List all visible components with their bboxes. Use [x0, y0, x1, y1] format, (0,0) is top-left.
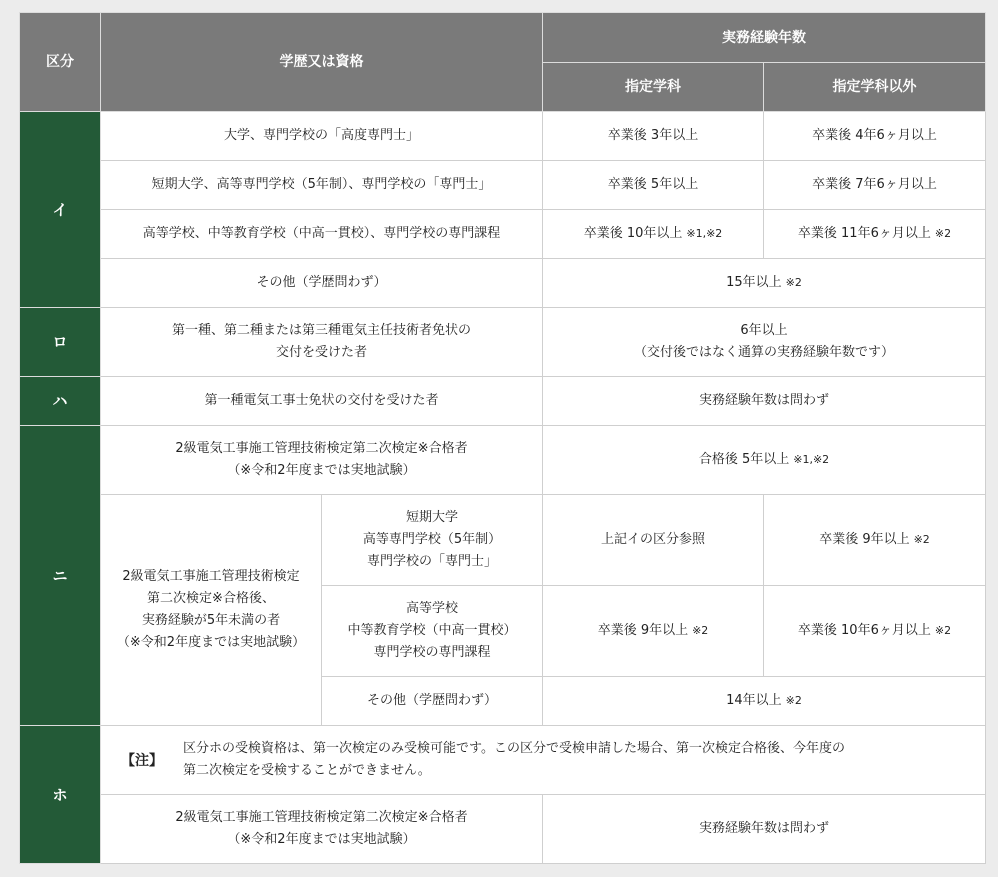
education-cell: 短期大学、高等専門学校（5年制）、専門学校の「専門士」	[101, 161, 543, 210]
education-cell: 第一種、第二種または第三種電気主任技術者免状の 交付を受けた者	[101, 308, 543, 377]
designated-value: 卒業後 10年以上	[583, 226, 683, 241]
header-experience-years: 実務経験年数	[543, 13, 986, 63]
table-row	[20, 112, 986, 161]
table-row	[20, 161, 986, 210]
note-text: 区分ホの受検資格は、第一次検定のみ受検可能です。この区分で受検申請した場合、第一次検定合格後、今年度の 第二次検定を受検することができません。	[183, 741, 845, 778]
header-category: 区分	[20, 13, 101, 112]
non-designated-value: 卒業後 7年6ヶ月以上	[812, 177, 937, 192]
table-row	[20, 308, 986, 377]
footnote-mark: ※2	[913, 533, 930, 546]
header-non-designated: 指定学科以外	[764, 63, 986, 112]
header-education: 学歴又は資格	[101, 13, 543, 112]
table-row	[20, 426, 986, 495]
table-row	[20, 726, 986, 795]
experience-value: 合格後 5年以上	[698, 452, 790, 467]
non-designated-value: 卒業後 11年6ヶ月以上	[797, 226, 931, 241]
education-sub-cell: 高等学校 中等教育学校（中高一貫校） 専門学校の専門課程	[322, 586, 543, 677]
experience-cell: 実務経験年数は問わず	[543, 795, 986, 864]
category-ni: ニ	[20, 426, 101, 726]
designated-value: 卒業後 5年以上	[607, 177, 699, 192]
education-cell: 大学、専門学校の「高度専門士」	[101, 112, 543, 161]
non-designated-cell	[764, 586, 986, 677]
qualification-table	[19, 12, 986, 864]
experience-cell	[543, 677, 986, 726]
experience-cell: 実務経験年数は問わず	[543, 377, 986, 426]
footnote-mark: ※1,※2	[686, 227, 723, 240]
non-designated-value: 卒業後 4年6ヶ月以上	[812, 128, 937, 143]
note-tag: 【注】	[121, 753, 163, 769]
footnote-mark: ※2	[692, 624, 709, 637]
category-ha: ハ	[20, 377, 101, 426]
footnote-mark: ※2	[934, 624, 952, 637]
table-row	[20, 210, 986, 259]
non-designated-cell	[764, 112, 986, 161]
footnote-mark: ※1,※2	[793, 453, 830, 466]
designated-cell	[543, 210, 764, 259]
footnote-mark: ※2	[934, 227, 952, 240]
table-row	[20, 495, 986, 586]
designated-cell	[543, 586, 764, 677]
education-sub-cell: 短期大学 高等専門学校（5年制） 専門学校の「専門士」	[322, 495, 543, 586]
experience-cell	[543, 426, 986, 495]
non-designated-cell	[764, 495, 986, 586]
designated-cell	[543, 161, 764, 210]
note-cell	[101, 726, 986, 795]
education-cell: 第一種電気工事士免状の交付を受けた者	[101, 377, 543, 426]
designated-cell	[543, 112, 764, 161]
footnote-mark: ※2	[785, 694, 802, 707]
education-group-cell: 2級電気工事施工管理技術検定 第二次検定※合格後、 実務経験が5年未満の者 （※令和2年度までは実地試験）	[101, 495, 322, 726]
education-cell: その他（学歴問わず）	[101, 259, 543, 308]
footnote-mark: ※2	[785, 276, 802, 289]
experience-value: 15年以上	[726, 275, 782, 290]
designated-cell	[543, 495, 764, 586]
designated-value: 卒業後 9年以上	[597, 623, 689, 638]
header-row-1	[20, 13, 986, 63]
table-row	[20, 377, 986, 426]
designated-value: 卒業後 3年以上	[607, 128, 699, 143]
category-ro: ロ	[20, 308, 101, 377]
table-row	[20, 259, 986, 308]
experience-cell	[543, 259, 986, 308]
non-designated-value: 卒業後 9年以上	[819, 532, 910, 547]
education-cell: 2級電気工事施工管理技術検定第二次検定※合格者 （※令和2年度までは実地試験）	[101, 426, 543, 495]
non-designated-cell	[764, 210, 986, 259]
qualification-table-container	[19, 12, 986, 864]
experience-value: 14年以上	[726, 693, 782, 708]
category-i: イ	[20, 112, 101, 308]
designated-value: 上記イの区分参照	[600, 532, 705, 547]
non-designated-value: 卒業後 10年6ヶ月以上	[797, 623, 931, 638]
education-cell: 2級電気工事施工管理技術検定第二次検定※合格者 （※令和2年度までは実地試験）	[101, 795, 543, 864]
education-sub-cell: その他（学歴問わず）	[322, 677, 543, 726]
experience-cell: 6年以上 （交付後ではなく通算の実務経験年数です）	[543, 308, 986, 377]
non-designated-cell	[764, 161, 986, 210]
category-ho: ホ	[20, 726, 101, 864]
header-designated: 指定学科	[543, 63, 764, 112]
table-row	[20, 795, 986, 864]
education-cell: 高等学校、中等教育学校（中高一貫校）、専門学校の専門課程	[101, 210, 543, 259]
